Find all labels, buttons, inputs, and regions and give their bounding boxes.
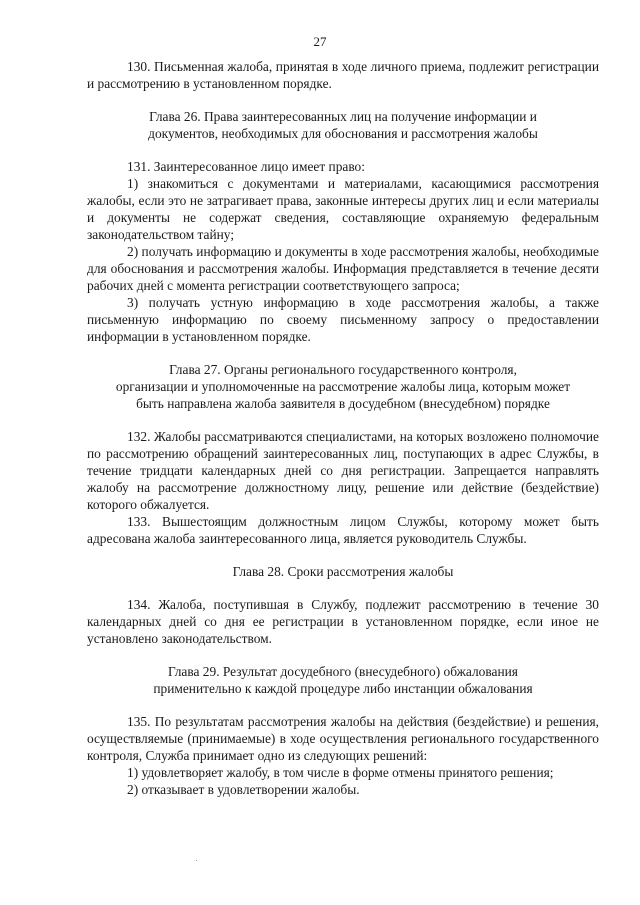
heading-chapter-28 (87, 563, 599, 580)
document-body (87, 58, 599, 798)
heading-chapter-29 (87, 663, 599, 697)
list-item: 2) получать информацию и документы в ходе рассмотрения жалобы, необходимые для обоснования и рассмотрения жалобы. Информация представляется в течение десяти рабочих дней с момента регистрации соответствующего запроса; (87, 244, 599, 293)
heading-chapter-27 (87, 361, 599, 412)
scan-speck (196, 860, 197, 861)
paragraph-134: 134. Жалоба, поступившая в Службу, подлежит рассмотрению в течение 30 календарных дней со дня ее регистрации в установленном порядке, если иное не установлено законодательством. (87, 597, 599, 646)
paragraph-130: 130. Письменная жалоба, принятая в ходе личного приема, подлежит регистрации и рассмотрению в установленном порядке. (87, 59, 599, 91)
heading-line: Глава 27. Органы регионального государственного контроля, (169, 362, 517, 377)
heading-line: быть направлена жалоба заявителя в досудебном (внесудебном) порядке (136, 396, 550, 411)
paragraph-135: 135. По результатам рассмотрения жалобы на действия (бездействие) и решения, осуществляемые (принимаемые) в ходе осуществления регионального государственного контроля, Служба принимает одно из следующих решений: (87, 714, 599, 763)
heading-line: Глава 26. Права заинтересованных лиц на получение информации и (149, 109, 537, 124)
paragraph-131: 131. Заинтересованное лицо имеет право: (127, 159, 365, 174)
list-item: 1) удовлетворяет жалобу, в том числе в форме отмены принятого решения; (127, 765, 554, 780)
heading-line: применительно к каждой процедуре либо инстанции обжалования (153, 681, 533, 696)
heading-line: Глава 29. Результат досудебного (внесудебного) обжалования (168, 664, 518, 679)
heading-line: Глава 28. Сроки рассмотрения жалобы (232, 564, 454, 579)
heading-chapter-26 (87, 108, 599, 142)
list-item: 3) получать устную информацию в ходе рассмотрения жалобы, а также письменную информацию по своему письменному запросу о предоставлении информации в установленном порядке. (87, 295, 599, 344)
heading-line: организации и уполномоченные на рассмотрение жалобы лица, которым может (115, 379, 571, 394)
paragraph-132: 132. Жалобы рассматриваются специалистами, на которых возложено полномочие по рассмотрению обращений заинтересованных лиц, поступающих в адрес Службы, в течение тридцати календарных дней со дня регистрации. Запрещается направлять жалобу на рассмотрение должностному лицу, решение или действие (бездействие) которого обжалуется. (87, 429, 599, 512)
list-item: 2) отказывает в удовлетворении жалобы. (127, 782, 360, 797)
heading-line: документов, необходимых для обоснования и рассмотрения жалобы (148, 126, 538, 141)
list-item: 1) знакомиться с документами и материалами, касающимися рассмотрения жалобы, если это не затрагивает права, законные интересы других лиц и если материалы и документы не содержат сведения, составляющие охраняемую федеральным законодательством тайну; (87, 176, 599, 242)
page-number: 27 (313, 34, 327, 49)
paragraph-133: 133. Вышестоящим должностным лицом Службы, которому может быть адресована жалоба заинтересованного лица, является руководитель Службы. (87, 514, 599, 546)
